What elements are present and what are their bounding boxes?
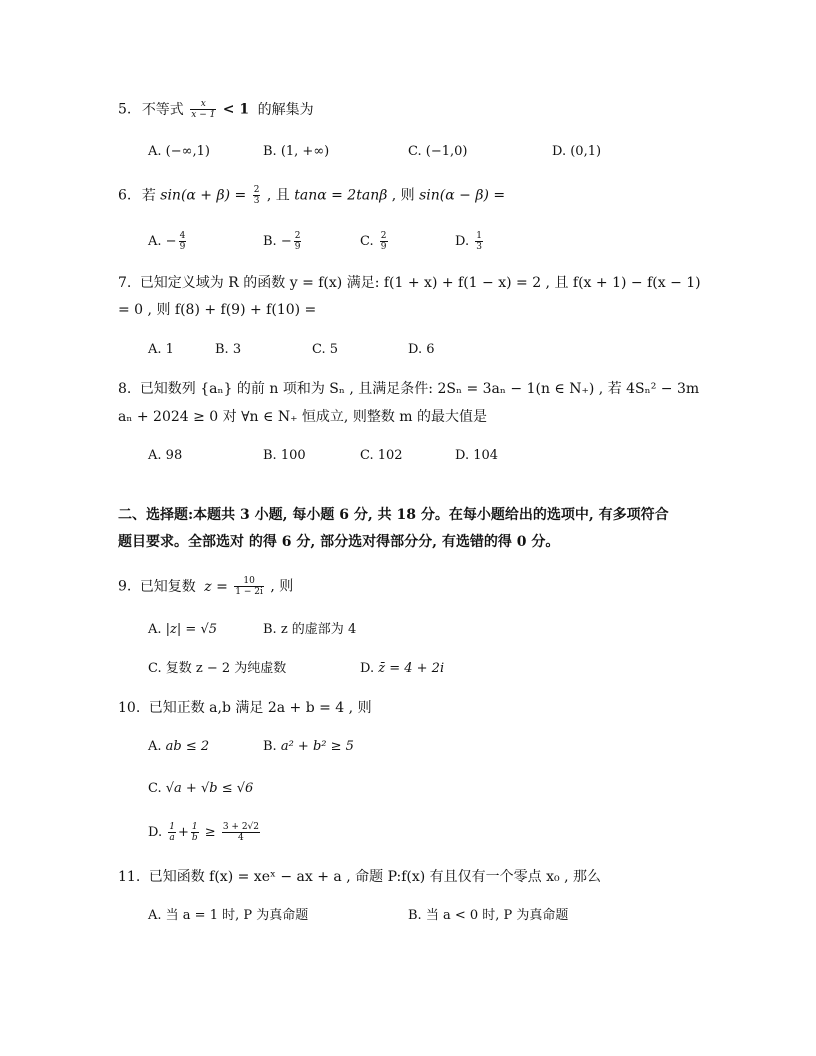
option-6b: B. − $\frac{2}{9}$	[263, 231, 301, 252]
option-9c: C. 复数 z − 2 为纯虚数	[148, 661, 287, 676]
option-7c: C. 5	[312, 342, 339, 357]
question-number: 8.	[118, 381, 132, 397]
option-7b: B. 3	[215, 342, 242, 357]
option-9d: D. z̄ = 4 + 2i	[360, 661, 445, 676]
fraction: $\frac{x}{x - 1}$	[191, 99, 216, 120]
option-5b: B. (1, +∞)	[263, 144, 330, 159]
question-text: 已知数列 {aₙ} 的前 n 项和为 Sₙ , 且满足条件: 2Sₙ = 3aₙ − 1(n ∈ N₊) , 若 4Sₙ² − 3m	[139, 381, 700, 397]
option-6c: C. $\frac{2}{9}$	[360, 231, 387, 252]
option-8c: C. 102	[360, 448, 403, 463]
option-5a: A. (−∞,1)	[148, 144, 210, 159]
option-7d: D. 6	[408, 342, 435, 357]
section-header: 二、选择题:本题共 3 小题, 每小题 6 分, 共 18 分。在每小题给出的选项中, 有多项符合	[118, 507, 669, 523]
question-number: 6.	[118, 187, 132, 204]
question-8-cont: aₙ + 2024 ≥ 0 对 ∀n ∈ N₊ 恒成立, 则整数 m 的最大值是	[118, 409, 487, 425]
option-9b: B. z 的虚部为 4	[263, 622, 357, 637]
question-10	[118, 698, 372, 718]
option-9a: A. |z| = √5	[148, 622, 217, 637]
question-text: 已知定义域为 R 的函数 y = f(x) 满足: f(1 + x) + f(1 − x) = 2 , 且 f(x + 1) − f(x − 1)	[139, 275, 701, 291]
option-8b: B. 100	[263, 448, 306, 463]
option-8d: D. 104	[455, 448, 499, 463]
option-8a: A. 98	[148, 448, 183, 463]
option-11b: B. 当 a < 0 时, P 为真命题	[408, 908, 569, 923]
option-10a: A. ab ≤ 2	[148, 739, 210, 754]
expression: sin(α + β) =	[160, 187, 247, 204]
option-10b: B. a² + b² ≥ 5	[263, 739, 354, 754]
question-text-end: 的解集为	[257, 101, 314, 118]
question-5	[118, 99, 314, 120]
option-5c: C. (−1,0)	[408, 144, 468, 159]
inequality: < 1	[222, 101, 250, 118]
option-7a: A. 1	[148, 342, 174, 357]
question-text: 不等式	[141, 101, 184, 118]
option-5d: D. (0,1)	[552, 144, 602, 159]
option-10d: D. $\frac{1}{a}$ + $\frac{1}{b}$ ≥ $\frac{3 + 2√2}{4}$	[148, 822, 260, 843]
question-number: 10.	[118, 700, 141, 716]
question-11	[118, 867, 601, 887]
option-6d: D. $\frac{1}{3}$	[455, 231, 482, 252]
question-number: 7.	[118, 275, 132, 291]
question-6: 6. 若 sin(α + β) = $\frac{2}{3}$ , 且 tanα = 2tanβ , 则 sin(α − β) =	[118, 185, 506, 206]
expression: sin(α − β) =	[419, 187, 506, 204]
question-8	[118, 379, 699, 399]
fraction: $\frac{10}{1 - 2i}$	[235, 576, 263, 597]
question-7	[118, 273, 701, 293]
question-text: 已知正数 a,b 满足 2a + b = 4 , 则	[148, 700, 372, 716]
option-6a: A. − $\frac{4}{9}$	[148, 231, 186, 252]
question-number: 9.	[118, 578, 132, 595]
fraction: $\frac{2}{3}$	[253, 185, 260, 206]
question-number: 11.	[118, 869, 141, 885]
question-text: 已知函数 f(x) = xeˣ − ax + a , 命题 P:f(x) 有且仅有一个零点 x₀ , 那么	[148, 869, 601, 885]
expression: tanα = 2tanβ	[294, 187, 388, 204]
question-number: 5.	[118, 101, 132, 118]
question-9: 9. 已知复数 z = $\frac{10}{1 - 2i}$ , 则	[118, 576, 294, 597]
option-10c: C. √a + √b ≤ √6	[148, 781, 254, 796]
question-7-cont: = 0 , 则 f(8) + f(9) + f(10) =	[118, 302, 317, 318]
option-11a: A. 当 a = 1 时, P 为真命题	[148, 908, 309, 923]
section-header-cont: 题目要求。全部选对 的得 6 分, 部分选对得部分分, 有选错的得 0 分。	[118, 534, 560, 550]
